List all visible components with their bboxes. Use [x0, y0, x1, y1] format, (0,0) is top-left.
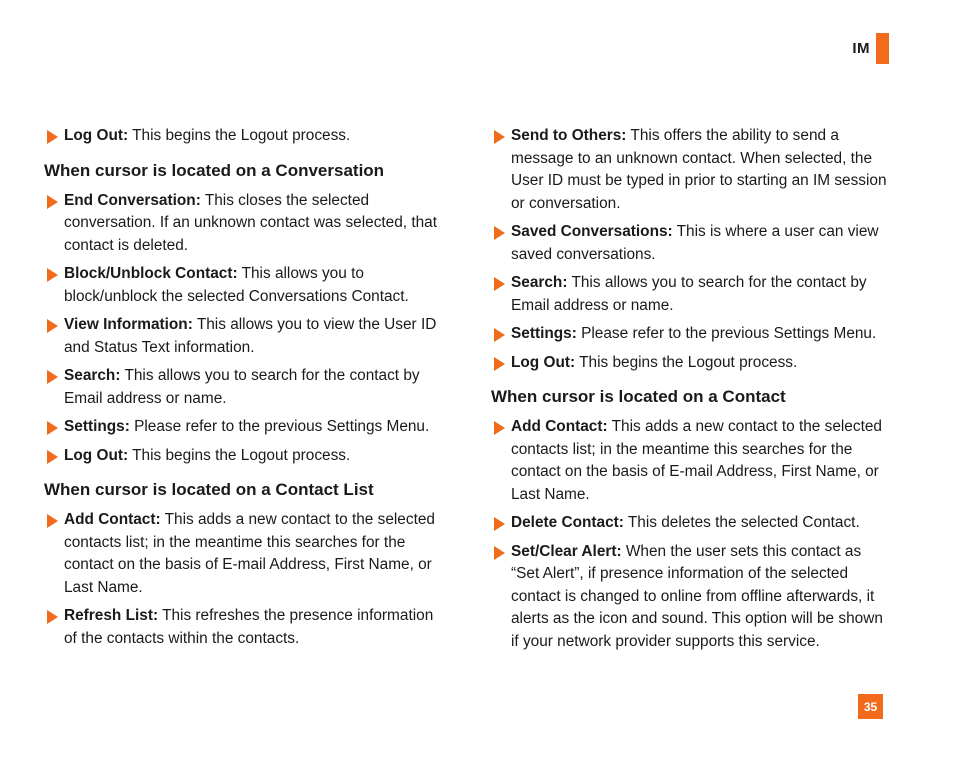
list-item: Set/Clear Alert: When the user sets this contact as “Set Alert”, if presence information of the selected contact is changed to online from offline afterwards, it alerts as the icon and sound. This option will be shown if your network provider supports this service. — [491, 541, 891, 654]
right-column — [491, 125, 891, 659]
section-heading: When cursor is located on a Conversation — [44, 160, 385, 180]
contact-list-options — [44, 509, 444, 650]
list-item: End Conversation: This closes the selected conversation. If an unknown contact was selected, that contact is deleted. — [44, 190, 444, 258]
list-item: Add Contact: This adds a new contact to the selected contacts list; in the meantime this searches for the contact on the basis of E-mail Address, First Name, or Last Name. — [491, 416, 891, 506]
list-item: View Information: This allows you to view the User ID and Status Text information. — [44, 314, 444, 359]
bullet-triangle-icon — [47, 450, 58, 464]
section-heading: When cursor is located on a Contact List — [44, 480, 374, 499]
list-item: Search: This allows you to search for the contact by Email address or name. — [44, 365, 444, 410]
bullet-triangle-icon — [494, 328, 505, 342]
section-accent-bar — [876, 33, 889, 64]
list-item: Settings: Please refer to the previous Settings Menu. — [491, 323, 891, 346]
bullet-triangle-icon — [494, 357, 505, 371]
bullet-triangle-icon — [47, 421, 58, 435]
list-item: Send to Others: This offers the ability to send a message to an unknown contact. When selected, the User ID must be typed in prior to starting an IM session or conversation. — [491, 125, 891, 215]
left-top-list — [44, 125, 444, 148]
bullet-triangle-icon — [47, 195, 58, 209]
bullet-triangle-icon — [494, 517, 505, 531]
page-number: 35 — [858, 694, 883, 719]
contact-options — [491, 416, 891, 653]
bullet-triangle-icon — [47, 610, 58, 624]
section-label: IM — [852, 40, 870, 57]
right-top-list — [491, 125, 891, 374]
bullet-triangle-icon — [47, 370, 58, 384]
section-tab — [852, 33, 889, 64]
bullet-triangle-icon — [494, 546, 505, 560]
bullet-triangle-icon — [494, 277, 505, 291]
bullet-triangle-icon — [494, 421, 505, 435]
list-item: Refresh List: This refreshes the presence information of the contacts within the contacts. — [44, 605, 444, 650]
list-item: Add Contact: This adds a new contact to the selected contacts list; in the meantime this searches for the contact on the basis of E-mail Address, First Name, or Last Name. — [44, 509, 444, 599]
list-item: Delete Contact: This deletes the selected Contact. — [491, 512, 891, 535]
list-item: Block/Unblock Contact: This allows you to block/unblock the selected Conversations Contact. — [44, 263, 444, 308]
list-item: Settings: Please refer to the previous Settings Menu. — [44, 416, 444, 439]
bullet-triangle-icon — [47, 268, 58, 282]
list-item: Saved Conversations: This is where a user can view saved conversations. — [491, 221, 891, 266]
list-item: Log Out: This begins the Logout process. — [491, 352, 891, 375]
bullet-triangle-icon — [494, 130, 505, 144]
list-item: Log Out: This begins the Logout process. — [44, 445, 444, 468]
bullet-triangle-icon — [47, 319, 58, 333]
bullet-triangle-icon — [47, 130, 58, 144]
bullet-triangle-icon — [494, 226, 505, 240]
conversation-list — [44, 190, 444, 468]
left-column — [44, 125, 444, 656]
list-item: Search: This allows you to search for the contact by Email address or name. — [491, 272, 891, 317]
section-heading: When cursor is located on a Contact — [491, 387, 786, 406]
bullet-triangle-icon — [47, 514, 58, 528]
list-item: Log Out: This begins the Logout process. — [44, 125, 444, 148]
